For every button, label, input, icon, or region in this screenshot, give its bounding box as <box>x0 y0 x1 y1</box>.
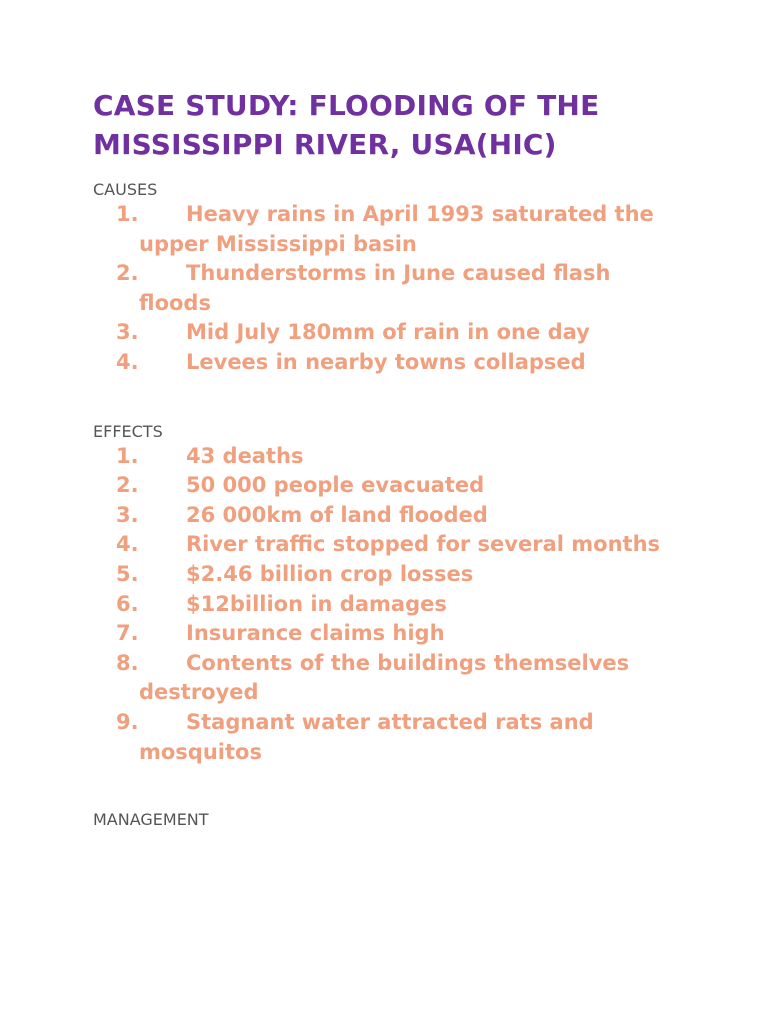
list-item-number: 1. <box>116 202 139 226</box>
list-item-text: Stagnant water attracted rats and mosquitos <box>139 709 594 764</box>
list-item-text: $12billion in damages <box>186 591 447 616</box>
list-item <box>93 318 673 348</box>
causes-list <box>93 200 673 378</box>
list-item-text: Thunderstorms in June caused flash floods <box>139 261 611 315</box>
list-item-number: 7. <box>116 621 139 646</box>
list-item-number: 4. <box>116 532 139 557</box>
section-heading-causes: CAUSES <box>93 180 158 199</box>
document-title: CASE STUDY: FLOODING OF THE MISSISSIPPI RIVER, USA(HIC) <box>93 89 600 161</box>
list-item-text: 50 000 people evacuated <box>186 473 485 498</box>
section-heading-management: MANAGEMENT <box>93 810 209 830</box>
list-item <box>93 560 673 590</box>
list-item-text: 26 000km of land flooded <box>186 502 488 527</box>
list-item <box>93 442 673 472</box>
list-item-text: 43 deaths <box>186 443 304 468</box>
list-item-number: 4. <box>116 349 139 374</box>
list-item-text: Contents of the buildings themselves destroyed <box>139 650 630 705</box>
list-item <box>93 619 673 649</box>
list-item <box>93 259 673 318</box>
list-item <box>93 501 673 531</box>
list-item-text: Insurance claims high <box>186 621 445 646</box>
list-item-text: Mid July 180mm of rain in one day <box>186 320 590 345</box>
list-item-text: $2.46 billion crop losses <box>186 561 474 586</box>
list-item <box>93 471 673 501</box>
list-item <box>93 200 673 259</box>
list-item-text: Levees in nearby towns collapsed <box>186 349 586 374</box>
list-item-number: 3. <box>116 502 139 527</box>
effects-list <box>93 442 673 768</box>
list-item-number: 2. <box>116 473 139 498</box>
list-item <box>93 348 673 378</box>
list-item-text: River traffic stopped for several months <box>186 532 661 557</box>
list-item <box>93 590 673 620</box>
list-item-number: 9. <box>116 709 139 734</box>
list-item <box>93 649 673 708</box>
list-item-number: 2. <box>116 261 139 286</box>
section-heading-effects: EFFECTS <box>93 421 163 441</box>
list-item-text: Heavy rains in April 1993 saturated the upper Mississippi basin <box>139 202 654 256</box>
list-item-number: 3. <box>116 320 139 345</box>
list-item-number: 6. <box>116 591 139 616</box>
list-item <box>93 708 673 767</box>
list-item-number: 1. <box>116 443 139 468</box>
list-item-number: 5. <box>116 561 139 586</box>
list-item <box>93 530 673 560</box>
list-item-number: 8. <box>116 650 139 675</box>
